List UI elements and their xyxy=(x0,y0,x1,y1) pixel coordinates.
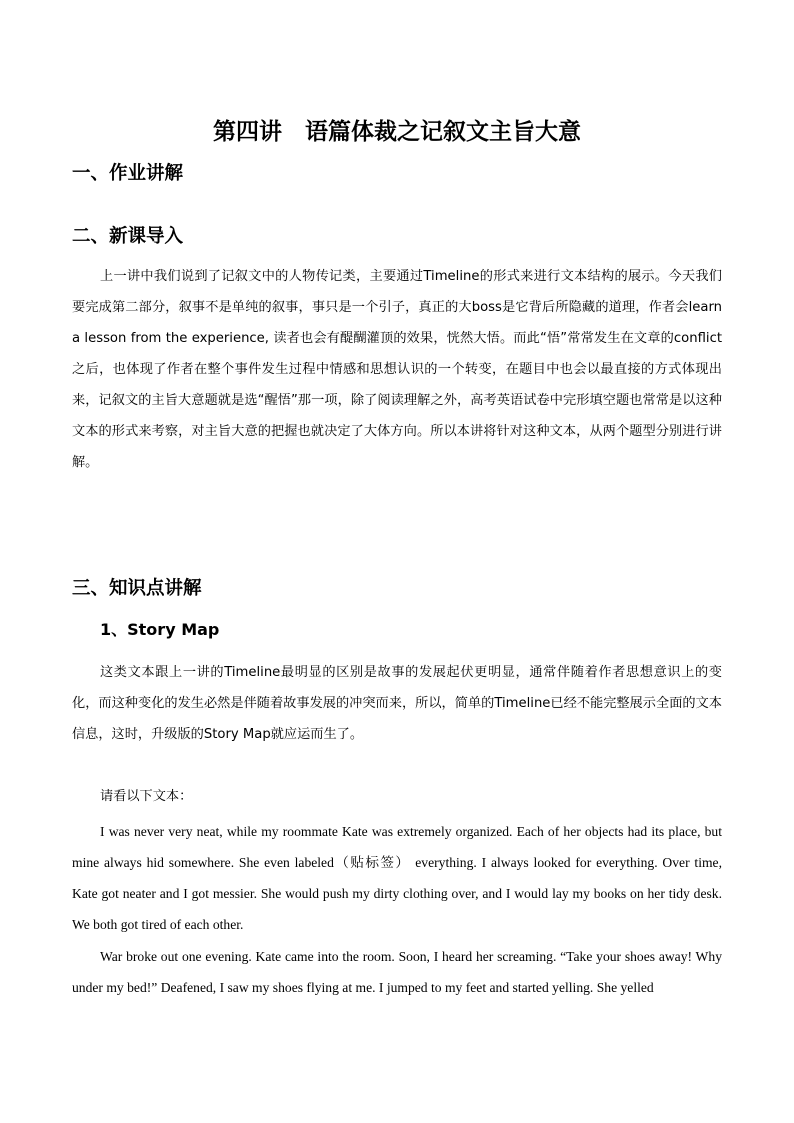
section-heading-knowledge: 三、知识点讲解 xyxy=(72,578,202,599)
reading-prompt: 请看以下文本： xyxy=(100,789,193,804)
section-heading-intro: 二、新课导入 xyxy=(72,226,184,247)
subsection-heading-story-map: 1、Story Map xyxy=(100,620,220,639)
story-map-paragraph: 这类文本跟上一讲的Timeline最明显的区别是故事的发展起伏更明显，通常伴随着作者思想意识上的变化，而这种变化的发生必然是伴随着故事发展的冲突而来，所以，简单的Timeline已经不能完整展示全面的文本信息，这时，升级版的Story Map就应运而生了。 xyxy=(72,665,722,742)
section-heading-homework: 一、作业讲解 xyxy=(72,163,184,184)
page-title: 第四讲 语篇体裁之记叙文主旨大意 xyxy=(213,119,581,145)
intro-paragraph: 上一讲中我们说到了记叙文中的人物传记类，主要通过Timeline的形式来进行文本结构的展示。今天我们要完成第二部分，叙事不是单纯的叙事，事只是一个引子，真正的大boss是它背后所隐藏的道理，作者会learn a lesson from the experience, 读者也会有醍醐灌顶的效果，恍然大悟。而此“悟”常常发生在文章的conflict之后，也体现了作者在整个事件发生过程中情感和思想认识的一个转变，在题目中也会以最直接的方式体现出来，记叙文的主旨大意题就是选“醒悟”那一项，除了阅读理解之外，高考英语试卷中完形填空题也常常是以这种文本的形式来考察，对主旨大意的把握也就决定了大体方向。所以本讲将针对这种文本，从两个题型分别进行讲解。 xyxy=(72,269,722,470)
english-passage-paragraph-2: War broke out one evening. Kate came into the room. Soon, I heard her screaming. “Take your shoes away! Why under my bed!” Deafened, I saw my shoes flying at me. I jumped to my feet and started yelling. She yelled xyxy=(72,949,722,995)
english-passage-paragraph-1: I was never very neat, while my roommate Kate was extremely organized. Each of her objects had its place, but mine always hid somewhere. She even labeled（贴标签） everything. I always looked for everything. Over time, Kate got neater and I got messier. She would push my dirty clothing over, and I would lay my books on her tidy desk. We both got tired of each other. xyxy=(72,824,722,932)
